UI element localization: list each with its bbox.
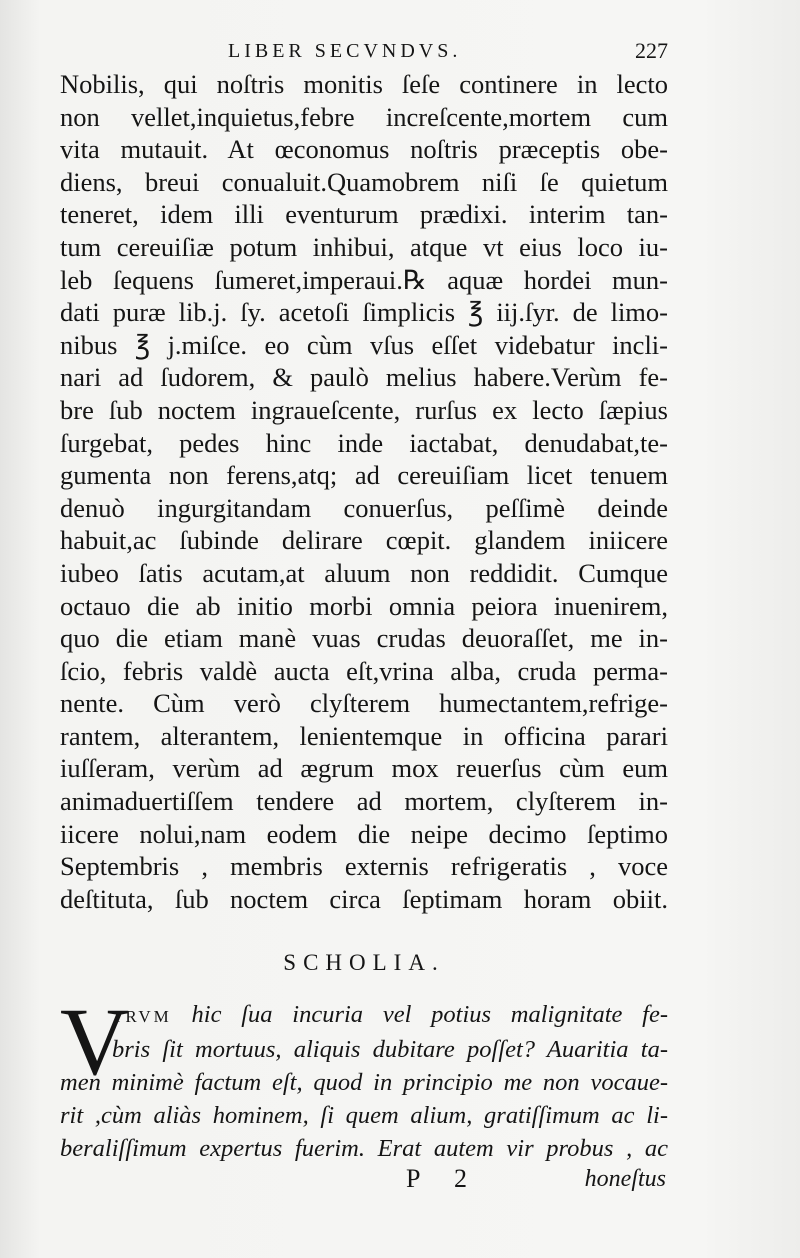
catchword: honeſtus (584, 1166, 666, 1192)
text-line: iuſſeram, verùm ad ægrum mox reuerſus cùm eum (60, 753, 668, 784)
text-line: bre ſub noctem ingraueſcente, rurſus ex lecto ſæpius (60, 394, 668, 425)
section-heading: SCHOLIA. (283, 950, 445, 975)
scholia-line-3: men minimè factum eſt, quod in principio me non vocaue- (60, 1069, 668, 1096)
text-line: habuit,ac ſubinde delirare cœpit. glandem iniicere (60, 525, 668, 556)
text-line: gumenta non ferens,atq; ad cereuiſiam licet tenuem (60, 460, 668, 491)
text-line: ſurgebat, pedes hinc inde iactabat, denudabat,te- (60, 427, 668, 458)
page-header (228, 36, 668, 66)
text-line: teneret, idem illi eventurum prædixi. interim tan- (60, 199, 668, 230)
text-line: nibus ℥ j.miſce. eo cùm vſus eſſet videbatur incli- (60, 329, 668, 360)
text-line: iicere nolui,nam eodem die neipe decimo ſeptimo (60, 818, 668, 849)
text-line: animaduertiſſem tendere ad mortem, clyſterem in- (60, 786, 668, 817)
text-line: iubeo ſatis acutam,at aluum non reddidit. Cumque (60, 557, 668, 588)
text-line: deſtituta, ſub noctem circa ſeptimam horam obiit. (60, 883, 668, 914)
scholia-line-1-rest: hic ſua incuria vel potius malignitate fe- (171, 1001, 668, 1028)
text-line: diens, breui conualuit.Quamobrem niſi ſe quietum (60, 166, 668, 197)
text-line: octauo die ab initio morbi omnia peiora inuenirem, (60, 590, 668, 621)
text-line: tum cereuiſiæ potum inhibui, atque vt eius loco iu- (60, 231, 668, 262)
scholia-line-1 (112, 998, 668, 1033)
drop-cap: V (60, 988, 130, 1095)
lead-smallcaps: TRVM (112, 1007, 172, 1026)
text-line: non vellet,inquietus,febre increſcente,mortem cum (60, 101, 668, 132)
text-line: Nobilis, qui noſtris monitis ſeſe continere in lecto (60, 69, 668, 99)
scholia-line-2: bris ſit mortuus, aliquis dubitare poſſet? Auaritia ta- (112, 1036, 668, 1063)
text-line: quo die etiam manè vuas crudas deuoraſſet, me in- (60, 623, 668, 654)
scholia-line-4: rit ,cùm aliàs hominem, ſi quem alium, gratiſſimum ac li- (60, 1102, 668, 1129)
running-head: LIBER SECVNDVS. (228, 40, 462, 62)
text-line: vita mutauit. At œconomus noſtris præceptis obe- (60, 134, 668, 165)
text-line: Septembris , membris externis refrigeratis , voce (60, 851, 668, 882)
text-line: nari ad ſudorem, & paulò melius habere.Verùm fe- (60, 362, 668, 393)
signature-mark: P 2 (406, 1164, 481, 1193)
text-line: ſcio, febris valdè aucta eſt,vrina alba, cruda perma- (60, 655, 668, 686)
main-text-block (60, 68, 668, 915)
text-line: rantem, alterantem, lenientemque in officina parari (60, 720, 668, 751)
text-line: dati puræ lib.j. ſy. acetoſi ſimplicis ℥ iij.ſyr. de limo- (60, 297, 668, 328)
page-number: 227 (635, 38, 668, 63)
scholia-block (60, 988, 668, 1165)
text-line: leb ſequens ſumeret,imperaui.℞ aquæ hordei mun- (60, 264, 668, 295)
text-line: nente. Cùm verò clyſterem humectantem,refrige- (60, 688, 668, 719)
scholia-line-5: beraliſſimum expertus fuerim. Erat autem vir probus , ac (60, 1135, 668, 1162)
text-line: denuò ingurgitandam conuerſus, peſſimè deinde (60, 492, 668, 523)
